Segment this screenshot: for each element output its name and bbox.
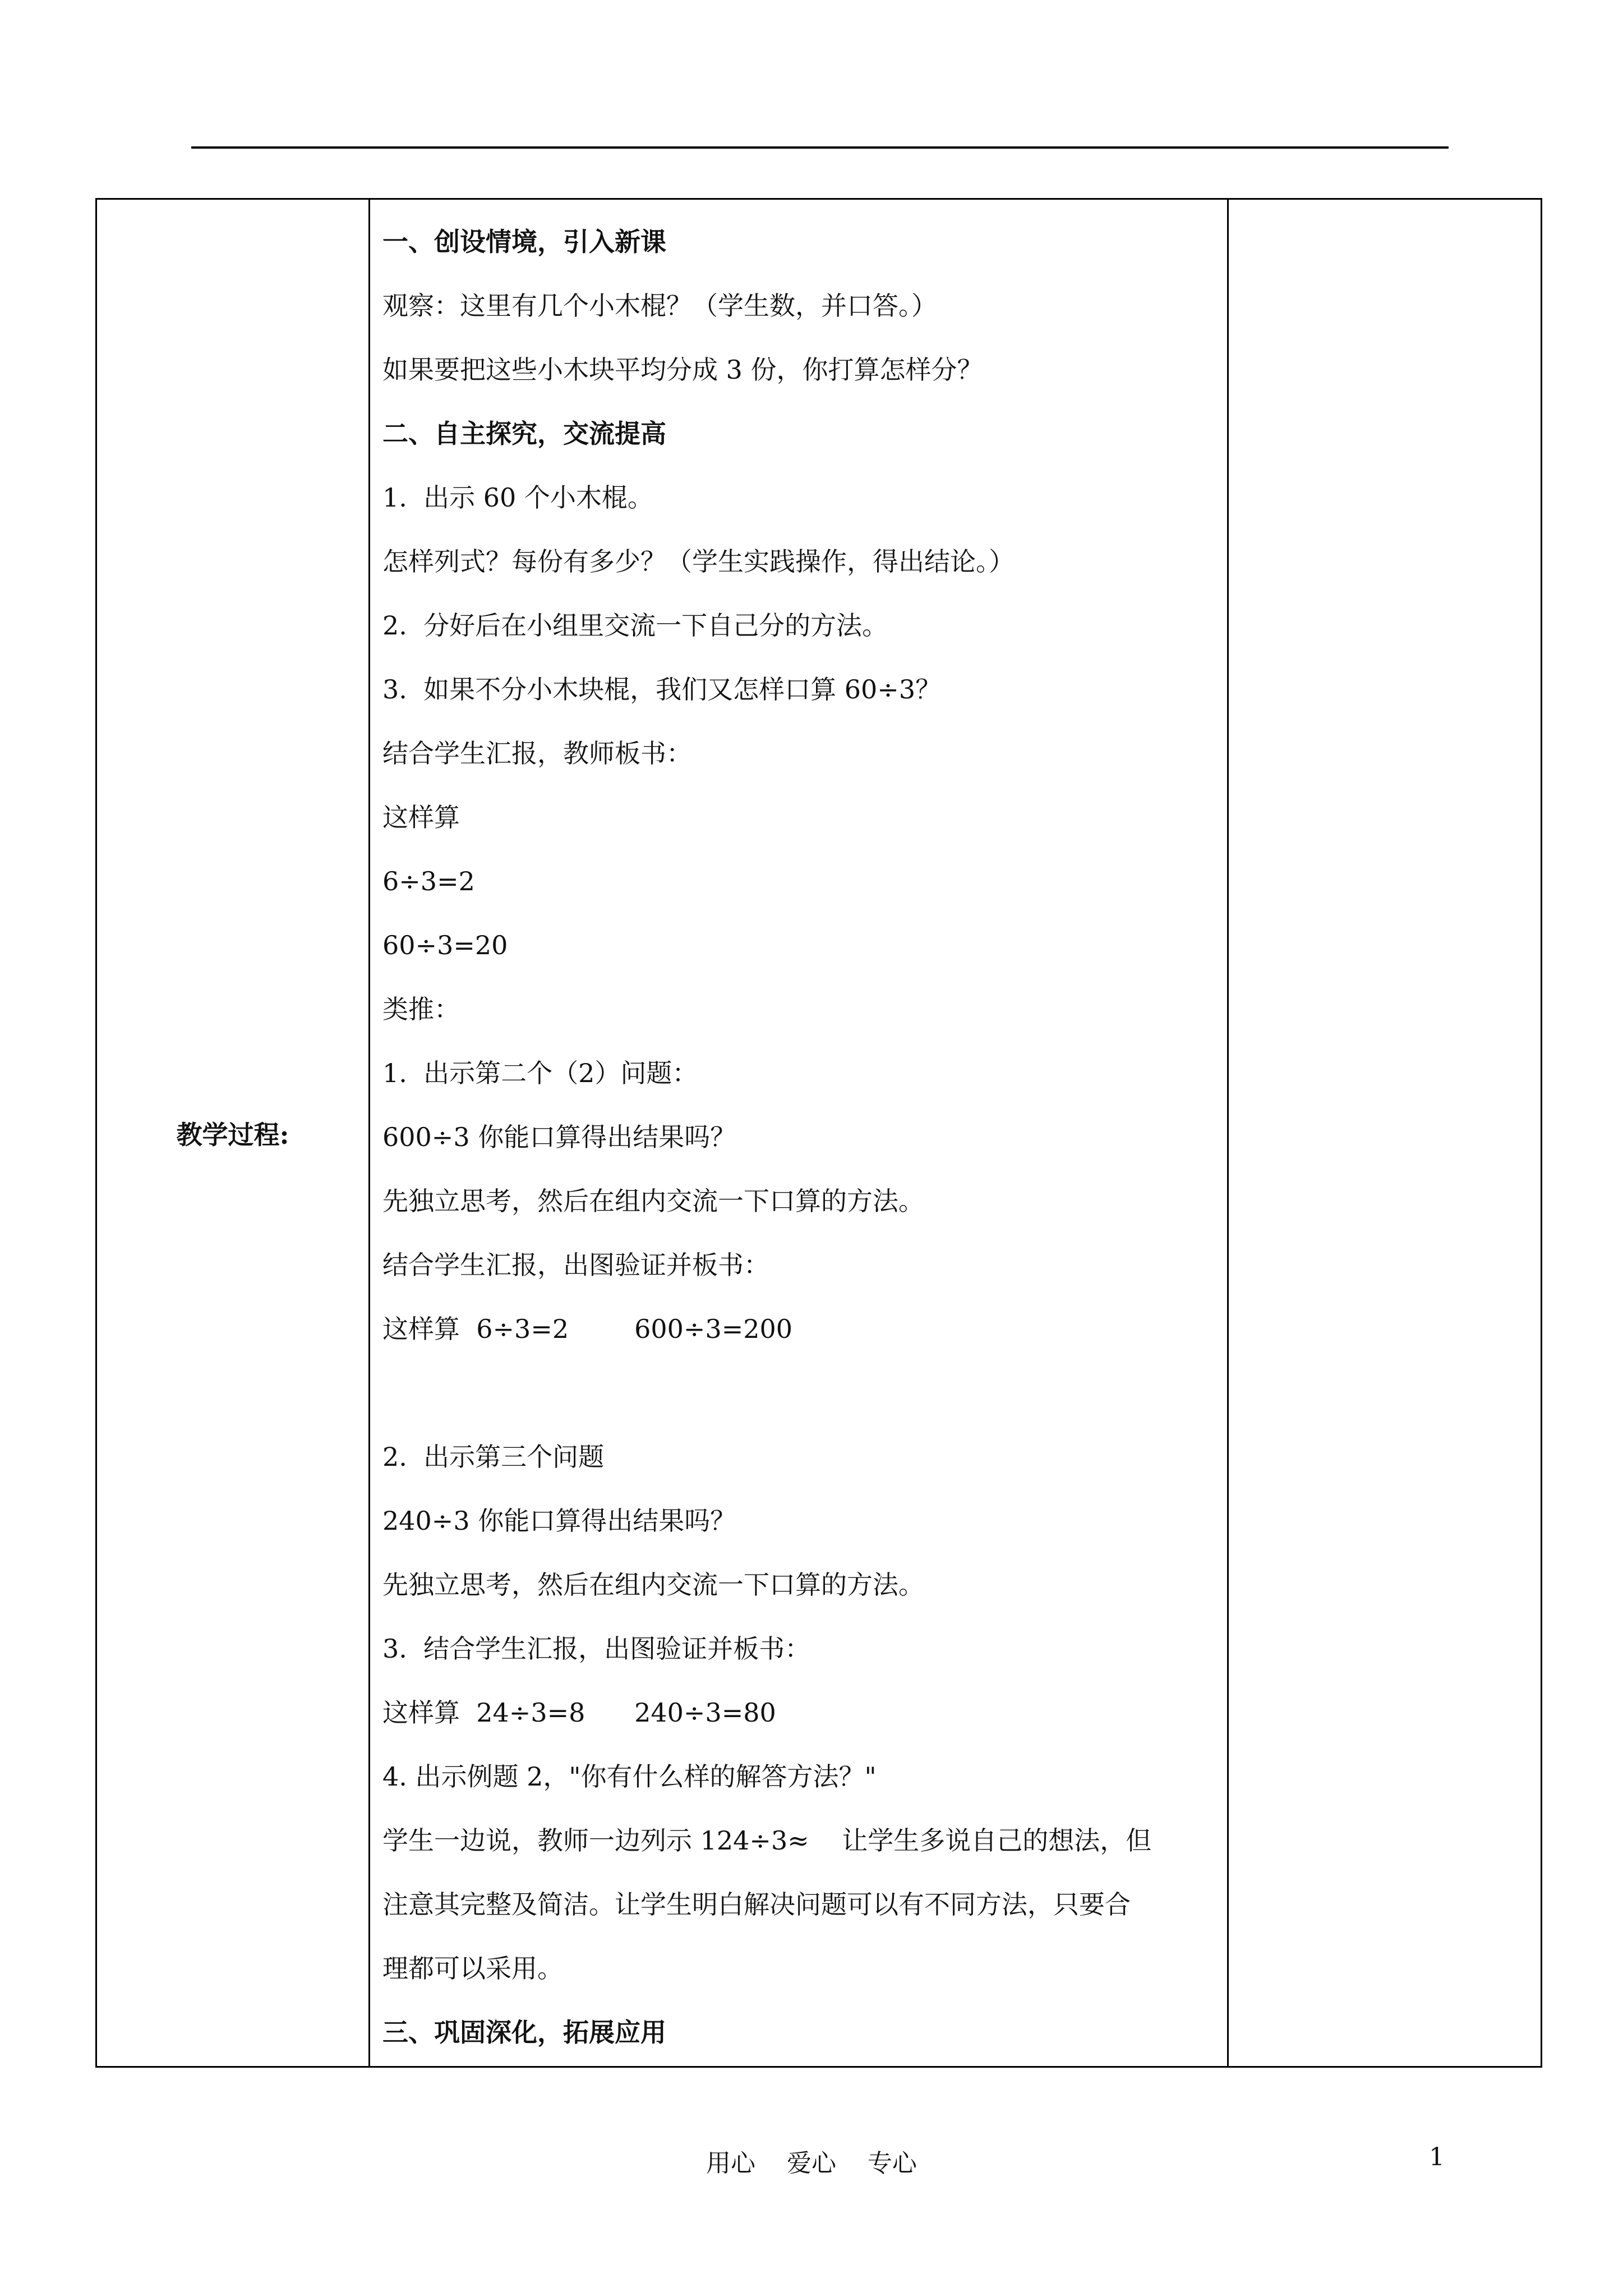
- content-line: 2. 出示第三个问题: [382, 1442, 605, 1472]
- content-line: 这样算 24÷3=8 240÷3=80: [382, 1697, 776, 1728]
- content-line: 1. 出示第二个（2）问题：: [382, 1058, 698, 1088]
- content-line: 这样算: [382, 802, 460, 832]
- content-line: 类推：: [382, 994, 460, 1024]
- section-heading: 一、创设情境，引入新课: [382, 227, 666, 257]
- lesson-plan-table: [95, 198, 1542, 2068]
- content-line: 60÷3=20: [382, 930, 508, 960]
- section-heading: 二、自主探究，交流提高: [382, 418, 666, 449]
- teaching-process-cell: [370, 199, 1228, 2067]
- teaching-process-content: [370, 200, 1227, 2064]
- table-row: [96, 199, 1542, 2067]
- content-line: 6÷3=2: [382, 866, 475, 896]
- content-line: 如果要把这些小木块平均分成 3 份，你打算怎样分？: [382, 355, 983, 385]
- content-line: 3. 如果不分小木块棍，我们又怎样口算 60÷3？: [382, 674, 942, 705]
- content-line: 先独立思考，然后在组内交流一下口算的方法。: [382, 1570, 924, 1600]
- content-line: 4. 出示例题 2，"你有什么样的解答方法？": [382, 1761, 877, 1792]
- content-line: 观察：这里有几个小木棍？（学生数，并口答。）: [382, 291, 937, 321]
- content-line: 先独立思考，然后在组内交流一下口算的方法。: [382, 1186, 924, 1216]
- content-line: 怎样列式？每份有多少？（学生实践操作，得出结论。）: [382, 546, 1015, 577]
- content-line: 理都可以采用。: [382, 1953, 563, 1984]
- section-label-cell: [96, 199, 370, 2067]
- blank-line: [382, 1361, 1220, 1425]
- section-heading: 三、巩固深化，拓展应用: [382, 2017, 666, 2047]
- content-line: 2. 分好后在小组里交流一下自己分的方法。: [382, 610, 888, 641]
- content-line: 1. 出示 60 个小木棍。: [382, 482, 653, 513]
- content-line: 结合学生汇报，出图验证并板书：: [382, 1250, 769, 1280]
- content-line: 学生一边说，教师一边列示 124÷3≈ 让学生多说自己的想法，但: [382, 1825, 1152, 1856]
- page-number: 1: [1429, 2143, 1445, 2171]
- content-line: 3. 结合学生汇报，出图验证并板书：: [382, 1634, 811, 1664]
- header-rule: [191, 146, 1449, 149]
- section-label: 教学过程:: [176, 1119, 289, 1150]
- content-line: 注意其完整及简洁。让学生明白解决问题可以有不同方法，只要合: [382, 1889, 1131, 1920]
- content-line: 240÷3 你能口算得出结果吗？: [382, 1506, 736, 1536]
- content-line: 600÷3 你能口算得出结果吗？: [382, 1122, 736, 1152]
- footer-motto: 用心 爱心 专心: [706, 2149, 917, 2178]
- content-line: 这样算 6÷3=2 600÷3=200: [382, 1314, 793, 1344]
- notes-cell: [1228, 199, 1542, 2067]
- content-line: 结合学生汇报，教师板书：: [382, 738, 692, 769]
